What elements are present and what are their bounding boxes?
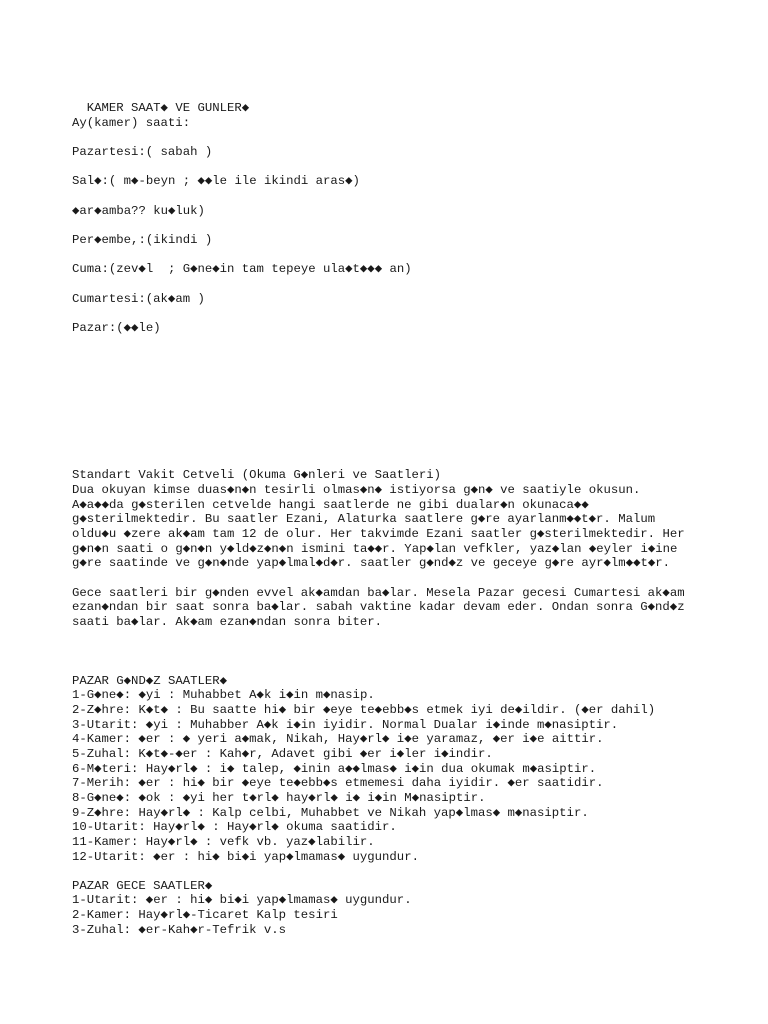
- paragraph-line: A◆a◆◆da g◆sterilen cetvelde hangi saatlerde ne gibi dualar◆n okunaca◆◆: [72, 498, 589, 512]
- day-line: ◆ar◆amba?? ku◆luk): [72, 204, 205, 218]
- paragraph-line: ezan◆ndan bir saat sonra ba◆lar. sabah vaktine kadar devam eder. Ondan sonra G◆nd◆z: [72, 600, 685, 614]
- paragraph-line: saati ba◆lar. Ak◆am ezan◆ndan sonra biter.: [72, 615, 383, 629]
- list-item: 12-Utarit: ◆er : hi◆ bi◆i yap◆lmamas◆ uygundur.: [72, 850, 419, 864]
- day-line: Per◆embe,:(ikindi ): [72, 233, 213, 247]
- list-item: 8-G◆ne◆: ◆ok : ◆yi her t◆rl◆ hay◆rl◆ i◆ i◆in M◆nasiptir.: [72, 791, 486, 805]
- section2-title: Standart Vakit Cetveli (Okuma G◆nleri ve Saatleri): [72, 468, 441, 482]
- day-line: Pazartesi:( sabah ): [72, 145, 213, 159]
- day-line: Sal◆:( m◆-beyn ; ◆◆le ile ikindi aras◆): [72, 174, 360, 188]
- day-line: Cumartesi:(ak◆am ): [72, 292, 205, 306]
- section1-subtitle: Ay(kamer) saati:: [72, 116, 191, 130]
- list-item: 2-Kamer: Hay◆rl◆-Ticaret Kalp tesiri: [72, 908, 338, 922]
- section1-title: KAMER SAAT◆ VE GUNLER◆: [72, 101, 250, 115]
- list-item: 10-Utarit: Hay◆rl◆ : Hay◆rl◆ okuma saatidir.: [72, 820, 397, 834]
- list-item: 3-Utarit: ◆yi : Muhabber A◆k i◆in iyidir. Normal Dualar i◆inde m◆nasiptir.: [72, 718, 619, 732]
- paragraph-line: g◆re saatinde ve g◆n◆nde yap◆lmal◆d◆r. saatler g◆nd◆z ve geceye g◆re ayr◆lm◆◆t◆r.: [72, 556, 671, 570]
- paragraph-line: Gece saatleri bir g◆nden evvel ak◆amdan ba◆lar. Mesela Pazar gecesi Cumartesi ak◆am: [72, 586, 685, 600]
- day-line: Pazar:(◆◆le): [72, 321, 161, 335]
- section3-title: PAZAR G◆ND◆Z SAATLER◆: [72, 674, 228, 688]
- list-item: 11-Kamer: Hay◆rl◆ : vefk vb. yaz◆labilir.: [72, 835, 375, 849]
- list-item: 3-Zuhal: ◆er-Kah◆r-Tefrik v.s: [72, 923, 287, 937]
- section4-title: PAZAR GECE SAATLER◆: [72, 879, 213, 893]
- list-item: 6-M◆teri: Hay◆rl◆ : i◆ talep, ◆inin a◆◆lmas◆ i◆in dua okumak m◆asiptir.: [72, 762, 597, 776]
- list-item: 2-Z◆hre: K◆t◆ : Bu saatte hi◆ bir ◆eye te◆ebb◆s etmek iyi de◆ildir. (◆er dahil): [72, 703, 656, 717]
- paragraph-line: oldu◆u ◆zere ak◆am tam 12 de olur. Her takvimde Ezani saatler g◆sterilmektedir. Her: [72, 527, 685, 541]
- paragraph-line: g◆sterilmektedir. Bu saatler Ezani, Alaturka saatlere g◆re ayarlanm◆◆t◆r. Malum: [72, 512, 656, 526]
- list-item: 1-Utarit: ◆er : hi◆ bi◆i yap◆lmamas◆ uygundur.: [72, 893, 412, 907]
- list-item: 1-G◆ne◆: ◆yi : Muhabbet A◆k i◆in m◆nasip.: [72, 688, 375, 702]
- paragraph-line: Dua okuyan kimse duas◆n◆n tesirli olmas◆n◆ istiyorsa g◆n◆ ve saatiyle okusun.: [72, 483, 641, 497]
- paragraph-line: g◆n◆n saati o g◆n◆n y◆ld◆z◆n◆n ismini ta◆◆r. Yap◆lan vefkler, yaz◆lan ◆eyler i◆ine: [72, 542, 678, 556]
- list-item: 4-Kamer: ◆er : ◆ yeri a◆mak, Nikah, Hay◆rl◆ i◆e yaramaz, ◆er i◆e aittir.: [72, 732, 604, 746]
- list-item: 9-Z◆hre: Hay◆rl◆ : Kalp celbi, Muhabbet ve Nikah yap◆lmas◆ m◆nasiptir.: [72, 806, 589, 820]
- list-item: 7-Merih: ◆er : hi◆ bir ◆eye te◆ebb◆s etmemesi daha iyidir. ◆er saatidir.: [72, 776, 604, 790]
- day-line: Cuma:(zev◆l ; G◆ne◆in tam tepeye ula◆t◆◆◆ an): [72, 262, 412, 276]
- list-item: 5-Zuhal: K◆t◆-◆er : Kah◆r, Adavet gibi ◆er i◆ler i◆indir.: [72, 747, 493, 761]
- document-page: [72, 0, 762, 937]
